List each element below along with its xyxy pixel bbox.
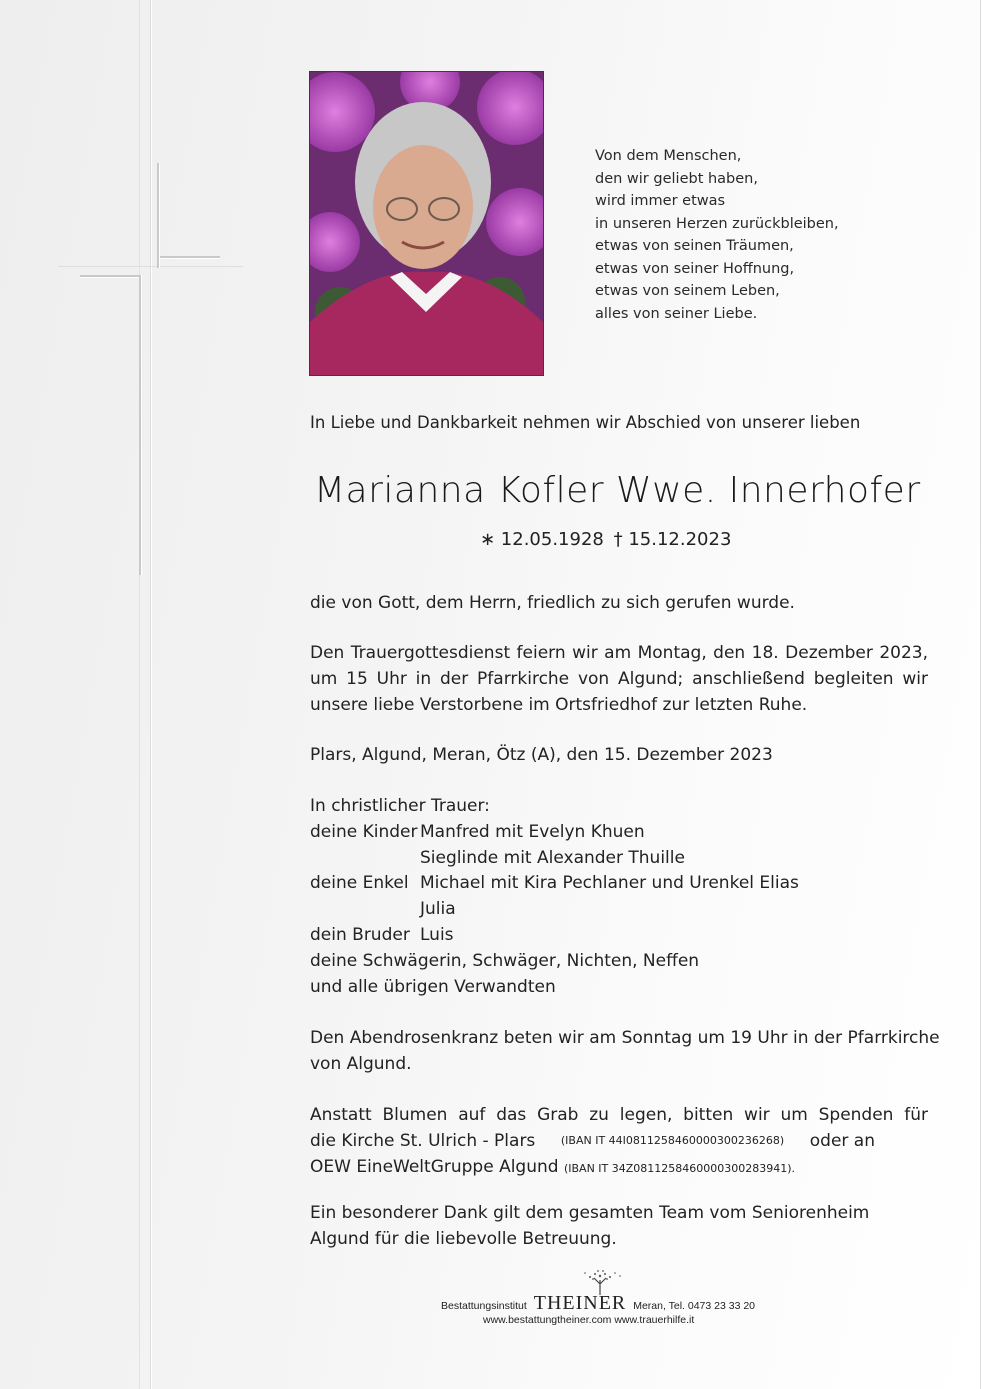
rosary-line: Den Abendrosenkranz beten wir am Sonntag um 19 Uhr in der Pfarrkirche: [310, 1028, 940, 1048]
donation-line: [310, 1154, 928, 1182]
death-date: † 15.12.2023: [613, 529, 732, 550]
donation-line: Anstatt Blumen auf das Grab zu legen, bitten wir um Spenden für: [310, 1105, 928, 1125]
poem-line: etwas von seinem Leben,: [595, 283, 780, 299]
thanks-paragraph: [310, 1200, 928, 1252]
service-line: unsere liebe Verstorbene im Ortsfriedhof zur letzten Ruhe.: [310, 695, 808, 715]
family-heading: In christlicher Trauer:: [310, 796, 490, 816]
poem-line: etwas von seinen Träumen,: [595, 238, 794, 254]
service-line: um 15 Uhr in der Pfarrkirche von Algund; anschließend begleiten wir: [310, 669, 928, 689]
family-names: Michael mit Kira Pechlaner und Urenkel Elias: [420, 873, 799, 894]
rosary-paragraph: [310, 1025, 940, 1077]
poem-line: Von dem Menschen,: [595, 148, 742, 164]
called-line: die von Gott, dem Herrn, friedlich zu sich gerufen wurde.: [310, 593, 795, 613]
poem-line: den wir geliebt haben,: [595, 170, 758, 187]
service-paragraph: [310, 640, 928, 718]
life-dates: [480, 529, 735, 550]
family-tail: deine Schwägerin, Schwäger, Nichten, Neffen: [310, 950, 700, 971]
birth-date: ∗ 12.05.1928: [480, 529, 604, 550]
family-row: [310, 820, 799, 846]
portrait-photo: [309, 71, 544, 376]
iban-text: (IBAN IT 44I0811258460000300236268): [560, 1134, 785, 1147]
family-names: Luis: [420, 924, 454, 945]
rosary-line: von Algund.: [310, 1054, 412, 1074]
footer-brand: THEINER: [533, 1292, 627, 1314]
poem: [595, 145, 839, 325]
family-label: [310, 846, 420, 872]
family-label: deine Enkel: [310, 873, 409, 894]
thanks-line: Algund für die liebevolle Betreuung.: [310, 1229, 617, 1249]
footer-prefix: Bestattungsinstitut: [441, 1300, 527, 1312]
called-text: [310, 590, 928, 616]
decorative-line: [151, 0, 152, 1389]
family-label: [310, 897, 420, 923]
family-label: deine Kinder: [310, 821, 418, 842]
thanks-line: Ein besonderer Dank gilt dem gesamten Team vom Seniorenheim: [310, 1203, 870, 1223]
poem-line: alles von seiner Liebe.: [595, 305, 758, 322]
place-date-line: Plars, Algund, Meran, Ötz (A), den 15. Dezember 2023: [310, 745, 773, 765]
donation-connector: oder an: [809, 1131, 875, 1151]
donation-recipient: die Kirche St. Ulrich - Plars: [310, 1131, 536, 1151]
iban-text: (IBAN IT 34Z0811258460000300283941).: [563, 1162, 796, 1175]
family-names: Manfred mit Evelyn Khuen: [420, 821, 645, 842]
family-names: Sieglinde mit Alexander Thuille: [420, 847, 685, 868]
family-names: Julia: [420, 899, 456, 920]
place-date: [310, 742, 928, 768]
portrait-illustration: [310, 72, 543, 375]
footer-contact: Meran, Tel. 0473 23 33 20: [633, 1300, 756, 1312]
family-row: [310, 846, 799, 872]
donation-paragraph: [310, 1102, 928, 1182]
family-list: [310, 794, 799, 1000]
family-row: [310, 897, 799, 923]
footer: [441, 1292, 756, 1326]
family-tail: und alle übrigen Verwandten: [310, 976, 556, 997]
service-line: Den Trauergottesdienst feiern wir am Montag, den 18. Dezember 2023,: [310, 643, 928, 663]
decorative-line: [139, 0, 140, 1389]
donation-recipient: OEW EineWeltGruppe Algund: [310, 1157, 559, 1177]
family-label: dein Bruder: [310, 924, 410, 945]
donation-line: [310, 1128, 875, 1154]
family-row: [310, 923, 799, 949]
decorative-line: [980, 0, 981, 1389]
poem-line: in unseren Herzen zurückbleiben,: [595, 215, 839, 232]
deceased-name: Marianna Kofler Wwe. Innerhofer: [314, 470, 921, 511]
intro-text: In Liebe und Dankbarkeit nehmen wir Abschied von unserer lieben: [310, 413, 861, 432]
footer-web[interactable]: www.bestattungtheiner.com www.trauerhilfe.it: [483, 1314, 695, 1326]
family-row: [310, 871, 799, 897]
poem-line: wird immer etwas: [595, 193, 726, 209]
poem-line: etwas von seiner Hoffnung,: [595, 260, 795, 277]
